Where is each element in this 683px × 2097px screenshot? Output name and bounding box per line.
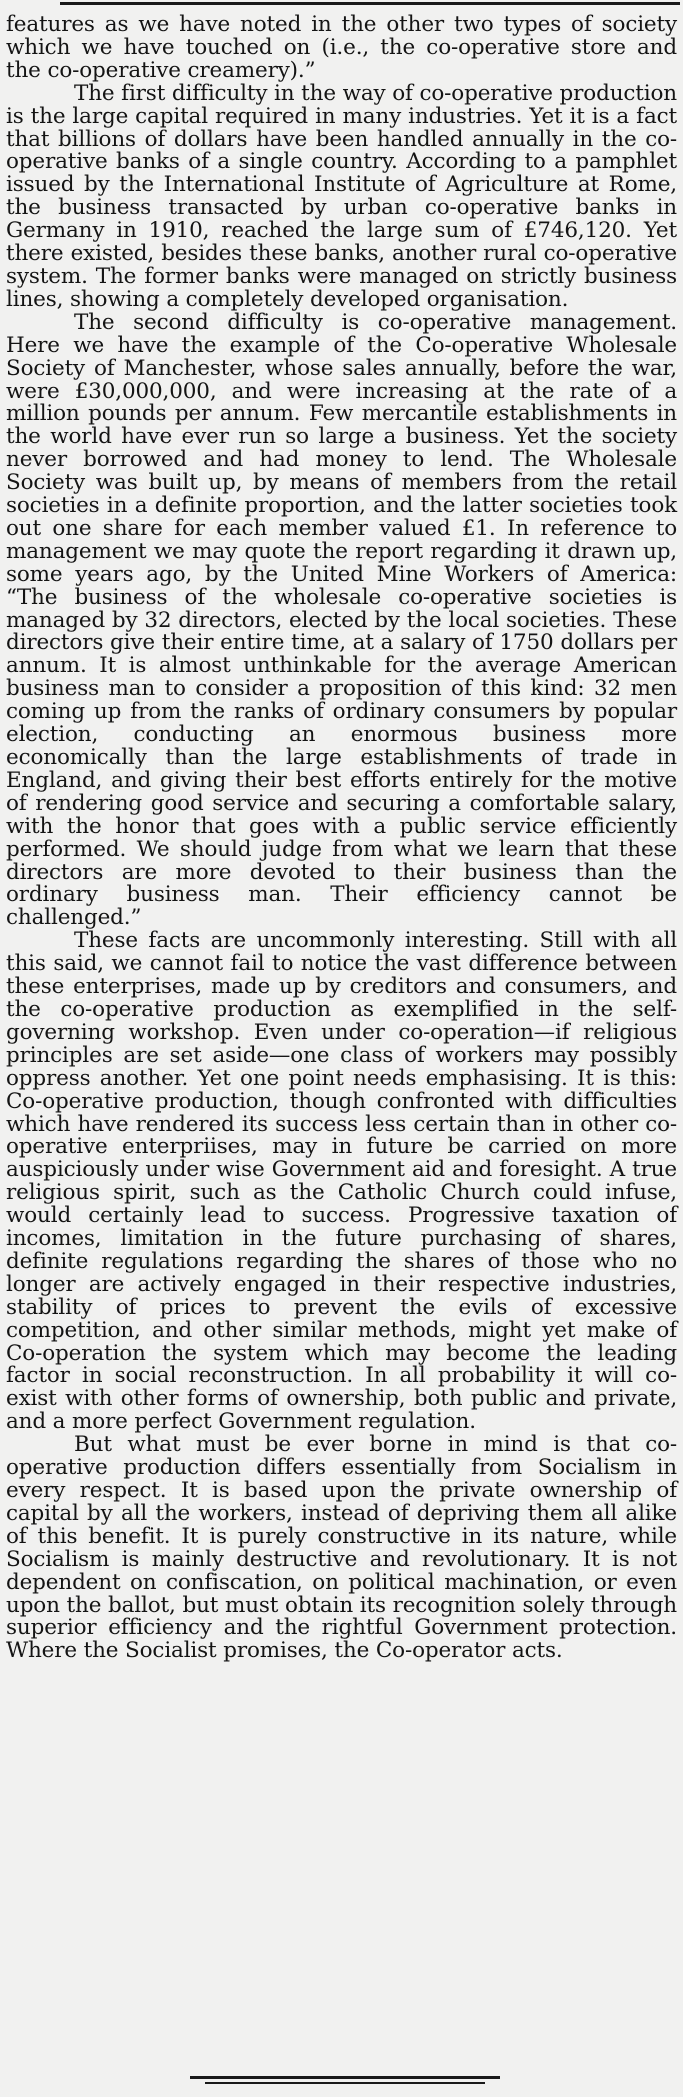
end-rule	[190, 2076, 500, 2084]
paragraph-facts-interesting: These facts are uncommonly interesting. Still with all this said, we cannot fail to notice the vast difference between these enterprises, made up by creditors and consumers, and the co-operative production as exemplified in the self-governing workshop. Even under co-operation—if religious principles are set aside—one class of workers may possibly oppress another. Yet one point needs emphasising. It is this: Co-operative production, though confronted with difficulties which have rendered its success less certain than in other co-operative enterpriises, may in future be carried on more auspiciously under wise Government aid and foresight. A true religious spirit, such as the Catholic Church could infuse, would certainly lead to success. Progressive taxation of incomes, limitation in the future purchasing of shares, definite regulations regarding the shares of those who no longer are actively engaged in their respective industries, stability of prices to prevent the evils of excessive competition, and other similar methods, might yet make of Co-operation the system which may become the leading factor in social reconstruction. In all probability it will co-exist with other forms of ownership, both public and private, and a more perfect Government regulation.	[6, 928, 677, 1435]
end-rule-thick	[190, 2076, 500, 2079]
end-rule-thin	[205, 2082, 485, 2084]
paragraph-continuation: features as we have noted in the other two types of society which we have touched on (i.e., the co-operative store and the co-operative creamery).”	[6, 12, 677, 83]
article-column	[0, 14, 683, 1663]
paragraph-differs-from-socialism: But what must be ever borne in mind is that co-operative production differs essentially from Socialism in every respect. It is based upon the private ownership of capital by all the workers, instead of depriving them all alike of this benefit. It is purely constructive in its nature, while Socialism is mainly destructive and revolutionary. It is not dependent on confiscation, on political machination, or even upon the ballot, but must obtain its recognition solely through superior efficiency and the rightful Government protection. Where the Socialist promises, the Co-operator acts.	[6, 1432, 677, 1664]
paragraph-management-difficulty: The second difficulty is co-operative management. Here we have the example of the Co-operative Wholesale Society of Manchester, whose sales annually, before the war, were £30,000,000, and were increasing at the rate of a million pounds per annum. Few mercantile establishments in the world have ever run so large a business. Yet the society never borrowed and had money to lend. The Wholesale Society was built up, by means of members from the retail societies in a definite proportion, and the latter societies took out one share for each member valued £1. In reference to management we may quote the report regarding it drawn up, some years ago, by the United Mine Workers of America: “The business of the wholesale co-operative societies is managed by 32 directors, elected by the local societies. These directors give their entire time, at a salary of 1750 dollars per annum. It is almost unthinkable for the average American business man to consider a proposition of this kind: 32 men coming up from the ranks of ordinary consumers by popular election, conducting an enormous business more economically than the large establishments of trade in England, and giving their best efforts entirely for the motive of rendering good service and securing a comfortable salary, with the honor that goes with a public service efficiently performed. We should judge from what we learn that these directors are more devoted to their business than the ordinary business man. Their efficiency cannot be challenged.”	[6, 309, 677, 931]
top-rule	[60, 2, 680, 5]
paragraph-capital-difficulty: The first difficulty in the way of co-operative production is the large capital required in many industries. Yet it is a fact that billions of dollars have been handled annually in the co-operative banks of a single country. According to a pamphlet issued by the International Institute of Agriculture at Rome, the business transacted by urban co-operative banks in Germany in 1910, reached the large sum of £746,120. Yet there existed, besides these banks, another rural co-operative system. The former banks were managed on strictly business lines, showing a completely developed organisation.	[6, 80, 677, 312]
